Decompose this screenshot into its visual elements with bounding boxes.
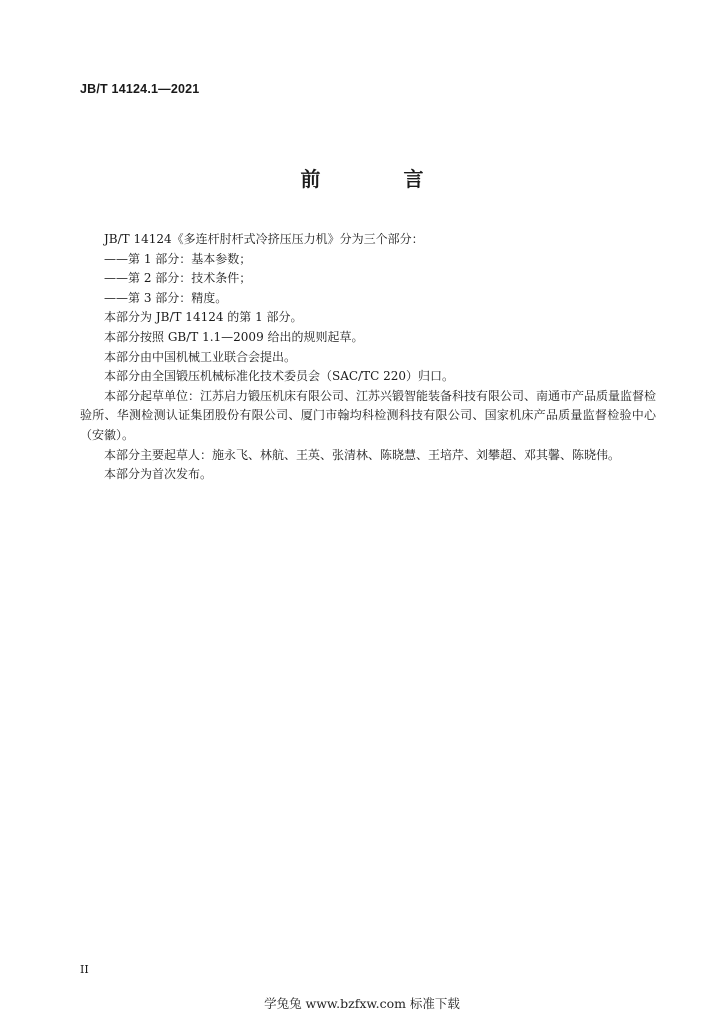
- paragraph-part-1: ——第 1 部分：基本参数；: [104, 251, 252, 266]
- paragraph-part-3: ——第 3 部分：精度。: [104, 290, 228, 305]
- paragraph-proposed-by: 本部分由中国机械工业联合会提出。: [104, 349, 297, 364]
- foreword-body: [80, 230, 656, 485]
- paragraph-drafting-rules: 本部分按照 GB/T 1.1—2009 给出的规则起草。: [104, 329, 364, 344]
- standard-code: JB/T 14124.1—2021: [80, 82, 200, 96]
- paragraph-drafting-units: 本部分起草单位：江苏启力锻压机床有限公司、江苏兴锻智能装备科技有限公司、南通市产品质量监督检验所、华测检测认证集团股份有限公司、厦门市翰均科检测科技有限公司、国家机床产品质量监督检验中心（安徽）。: [80, 388, 657, 442]
- paragraph-part-2: ——第 2 部分：技术条件；: [104, 271, 252, 286]
- paragraph-parts-intro: JB/T 14124《多连杆肘杆式冷挤压压力机》分为三个部分：: [104, 232, 424, 246]
- paragraph-administered-by: 本部分由全国锻压机械标准化技术委员会（SAC/TC 220）归口。: [104, 369, 455, 384]
- page-title: 前 言: [300, 167, 462, 191]
- page-number: II: [80, 963, 89, 976]
- paragraph-main-drafters: 本部分主要起草人：施永飞、林航、王英、张清林、陈晓慧、王培芹、刘攀超、邓其馨、陈晓伟。: [104, 447, 621, 462]
- download-watermark: 学兔兔 www.bzfxw.com 标准下载: [264, 996, 460, 1011]
- paragraph-first-release: 本部分为首次发布。: [104, 467, 213, 482]
- paragraph-this-part: 本部分为 JB/T 14124 的第 1 部分。: [104, 310, 303, 325]
